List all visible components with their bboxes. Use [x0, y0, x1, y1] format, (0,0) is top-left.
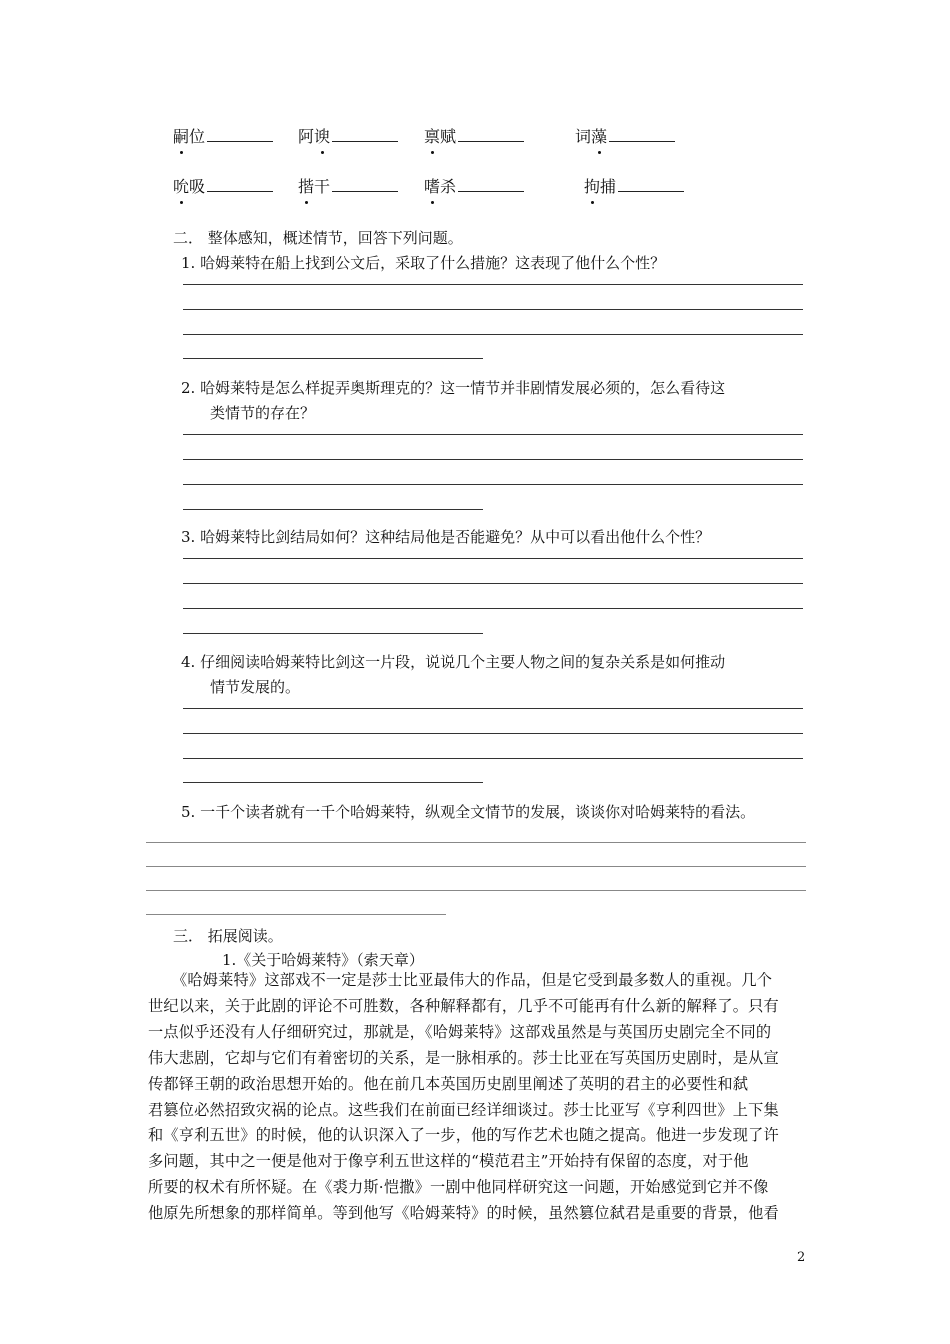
emphasis-dot	[180, 201, 183, 204]
emphasis-dot	[305, 201, 308, 204]
question-3: 3. 哈姆莱特比剑结局如何？这种结局他是否能避免？从中可以看出他什么个性？	[181, 528, 711, 546]
answer-line[interactable]	[183, 358, 483, 359]
question-5: 5. 一千个读者就有一千个哈姆莱特，纵观全文情节的发展，谈谈你对哈姆莱特的看法。	[181, 803, 756, 821]
vocab-item-2: 阿谀	[298, 124, 398, 147]
answer-line[interactable]	[183, 459, 803, 460]
answer-blank[interactable]	[332, 127, 398, 142]
answer-line[interactable]	[146, 890, 806, 891]
emphasis-dot	[180, 151, 183, 154]
section-heading: 二． 整体感知，概述情节，回答下列问题。	[173, 229, 463, 247]
answer-line[interactable]	[183, 309, 803, 310]
passage-line: 所要的权术有所怀疑。在《裘力斯·恺撒》一剧中他同样研究这一问题，开始感觉到它并不像	[148, 1178, 769, 1197]
answer-line[interactable]	[183, 484, 803, 485]
emphasis-dot	[591, 201, 594, 204]
answer-line[interactable]	[183, 434, 803, 435]
passage-line: 和《亨利五世》的时候，他的认识深入了一步，他的写作艺术也随之提高。他进一步发现了许	[148, 1126, 779, 1145]
passage-line: 一点似乎还没有人仔细研究过，那就是，《哈姆莱特》这部戏虽然是与英国历史剧完全不同的	[148, 1022, 772, 1041]
question-2-continued: 类情节的存在？	[210, 404, 316, 422]
answer-line[interactable]	[183, 509, 483, 510]
page-number: 2	[797, 1250, 806, 1265]
passage-line: 君篡位必然招致灾祸的论点。这些我们在前面已经详细谈过。莎士比亚写《亨利四世》上下集	[148, 1100, 779, 1119]
section-heading: 三． 拓展阅读。	[173, 927, 283, 945]
question-4-continued: 情节发展的。	[210, 678, 301, 696]
passage-line: 世纪以来，关于此剧的评论不可胜数，各种解释都有，几乎不可能再有什么新的解释了。只有	[148, 996, 779, 1015]
emphasis-dot	[321, 151, 324, 154]
answer-line[interactable]	[183, 733, 803, 734]
vocab-item-5: 吮 吸	[173, 174, 273, 197]
answer-blank[interactable]	[458, 127, 524, 142]
vocab-item-6: 揩 干	[298, 174, 398, 197]
answer-blank[interactable]	[609, 127, 675, 142]
answer-line[interactable]	[183, 708, 803, 709]
emphasis-dot	[431, 201, 434, 204]
passage-line: 《哈姆莱特》这部戏不一定是莎士比亚最伟大的作品，但是它受到最多数人的重视。几个	[172, 971, 773, 989]
passage-line: 他原先所想象的那样简单。等到他写《哈姆莱特》的时候，虽然篡位弑君是重要的背景，他看	[148, 1204, 779, 1223]
emphasis-dot	[598, 151, 601, 154]
vocab-item-4: 词藻	[575, 124, 675, 147]
answer-line[interactable]	[183, 558, 803, 559]
answer-line[interactable]	[183, 758, 803, 759]
vocab-item-8: 拘 捕	[584, 174, 684, 197]
vocab-item-7: 嗜 杀	[424, 174, 524, 197]
answer-line[interactable]	[183, 284, 803, 285]
passage-line: 多问题，其中之一便是他对于像亨利五世这样的“模范君主”开始持有保留的态度，对于他	[148, 1152, 749, 1171]
answer-blank[interactable]	[332, 177, 398, 192]
answer-blank[interactable]	[207, 177, 273, 192]
passage-line: 传都铎王朝的政治思想开始的。他在前几本英国历史剧里阐述了英明的君主的必要性和弑	[148, 1074, 749, 1093]
answer-blank[interactable]	[618, 177, 684, 192]
answer-blank[interactable]	[207, 127, 273, 142]
reading-title: 1.《关于哈姆莱特》（索天章）	[222, 951, 424, 969]
answer-blank[interactable]	[458, 177, 524, 192]
question-4: 4. 仔细阅读哈姆莱特比剑这一片段，说说几个主要人物之间的复杂关系是如何推动	[181, 653, 726, 671]
answer-line[interactable]	[183, 583, 803, 584]
emphasis-dot	[431, 151, 434, 154]
answer-line[interactable]	[146, 842, 806, 843]
question-1: 1. 哈姆莱特在船上找到公文后，采取了什么措施？这表现了他什么个性？	[181, 254, 666, 272]
answer-line[interactable]	[146, 914, 446, 915]
answer-line[interactable]	[146, 866, 806, 867]
answer-line[interactable]	[183, 782, 483, 783]
reading-passage	[148, 968, 808, 1227]
vocab-item-1: 嗣 位	[173, 124, 273, 147]
vocab-item-3: 禀 赋	[424, 124, 524, 147]
passage-line: 伟大悲剧，它却与它们有着密切的关系，是一脉相承的。莎士比亚在写英国历史剧时，是从宣	[148, 1048, 779, 1067]
answer-line[interactable]	[183, 608, 803, 609]
question-2: 2. 哈姆莱特是怎么样捉弄奥斯理克的？这一情节并非剧情发展必须的，怎么看待这	[181, 379, 726, 397]
answer-line[interactable]	[183, 633, 483, 634]
answer-line[interactable]	[183, 334, 803, 335]
